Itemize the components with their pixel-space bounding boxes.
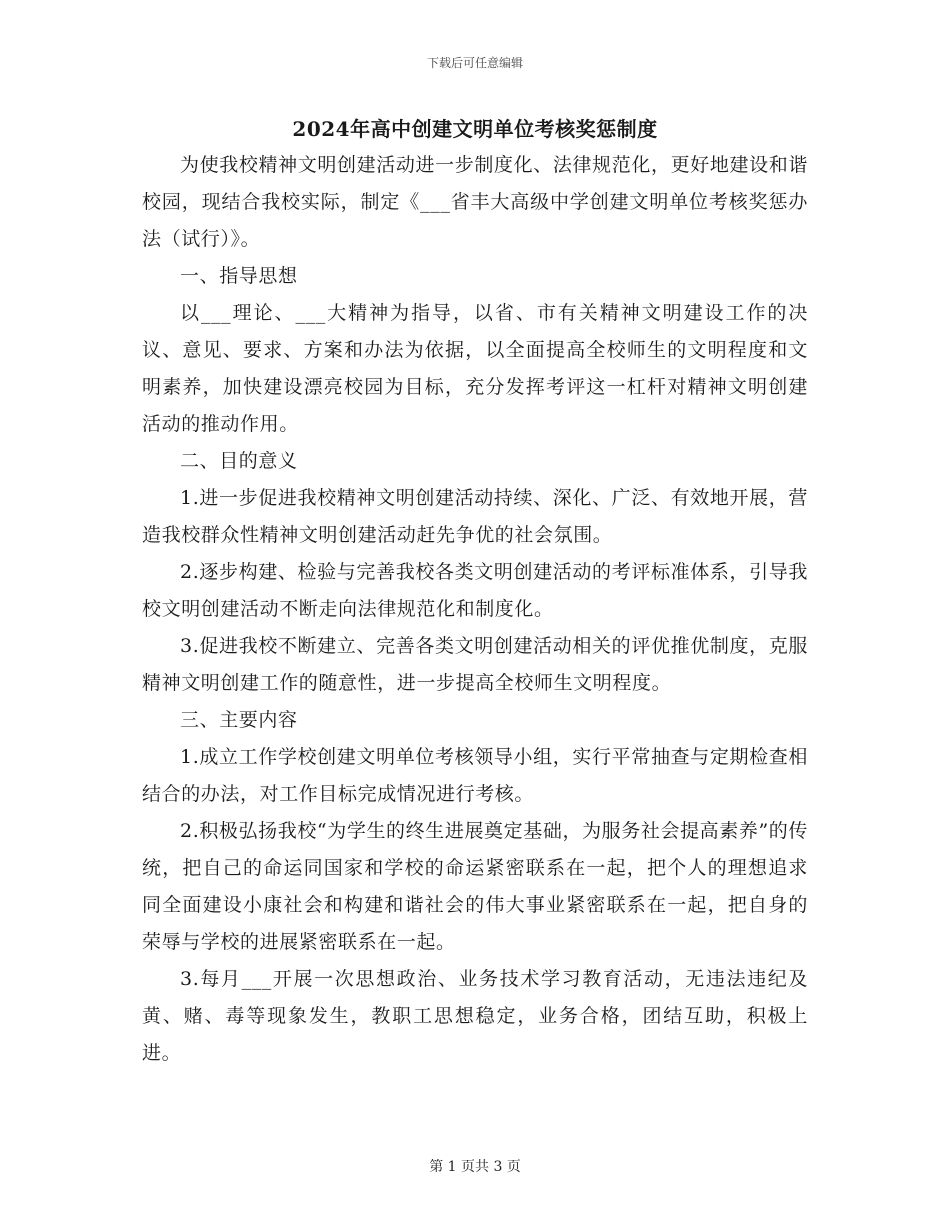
paragraph-content-1: 1.成立工作学校创建文明单位考核领导小组，实行平常抽查与定期检查相结合的办法，对工作目标完成情况进行考核。 (142, 746, 808, 805)
paragraph-content-3: 3.每月___开展一次思想政治、业务技术学习教育活动，无违法违纪及黄、赌、毒等现象发生，教职工思想稳定，业务合格，团结互助，积极上进。 (142, 968, 808, 1064)
paragraph-purpose-3: 3.促进我校不断建立、完善各类文明创建活动相关的评优推优制度，克服精神文明创建工作的随意性，进一步提高全校师生文明程度。 (142, 635, 808, 694)
page-header: 下载后可任意编辑 (426, 56, 523, 70)
paragraph-intro: 为使我校精神文明创建活动进一步制度化、法律规范化，更好地建设和谐校园，现结合我校实际，制定《___省丰大高级中学创建文明单位考核奖惩办法（试行）》。 (142, 154, 808, 250)
section-heading-guiding-ideology: 一、指导思想 (180, 265, 298, 287)
paragraph-purpose-1: 1.进一步促进我校精神文明创建活动持续、深化、广泛、有效地开展，营造我校群众性精神文明创建活动赶先争优的社会氛围。 (142, 487, 808, 546)
paragraph-guiding-ideology: 以___理论、___大精神为指导，以省、市有关精神文明建设工作的决议、意见、要求、方案和办法为依据，以全面提高全校师生的文明程度和文明素养，加快建设漂亮校园为目标，充分发挥考评这一杠杆对精神文明创建活动的推动作用。 (142, 302, 808, 435)
section-heading-main-content: 三、主要内容 (180, 709, 298, 731)
document-title: 2024年高中创建文明单位考核奖惩制度 (292, 117, 658, 141)
paragraph-purpose-2: 2.逐步构建、检验与完善我校各类文明创建活动的考评标准体系，引导我校文明创建活动不断走向法律规范化和制度化。 (142, 561, 808, 620)
section-heading-purpose: 二、目的意义 (180, 450, 298, 472)
page-footer: 第 1 页共 3 页 (429, 1159, 521, 1175)
document-body (142, 147, 808, 1072)
paragraph-content-2: 2.积极弘扬我校“为学生的终生进展奠定基础，为服务社会提高素养”的传统，把自己的命运同国家和学校的命运紧密联系在一起，把个人的理想追求同全面建设小康社会和构建和谐社会的伟大事业紧密联系在一起，把自身的荣辱与学校的进展紧密联系在一起。 (142, 820, 808, 953)
